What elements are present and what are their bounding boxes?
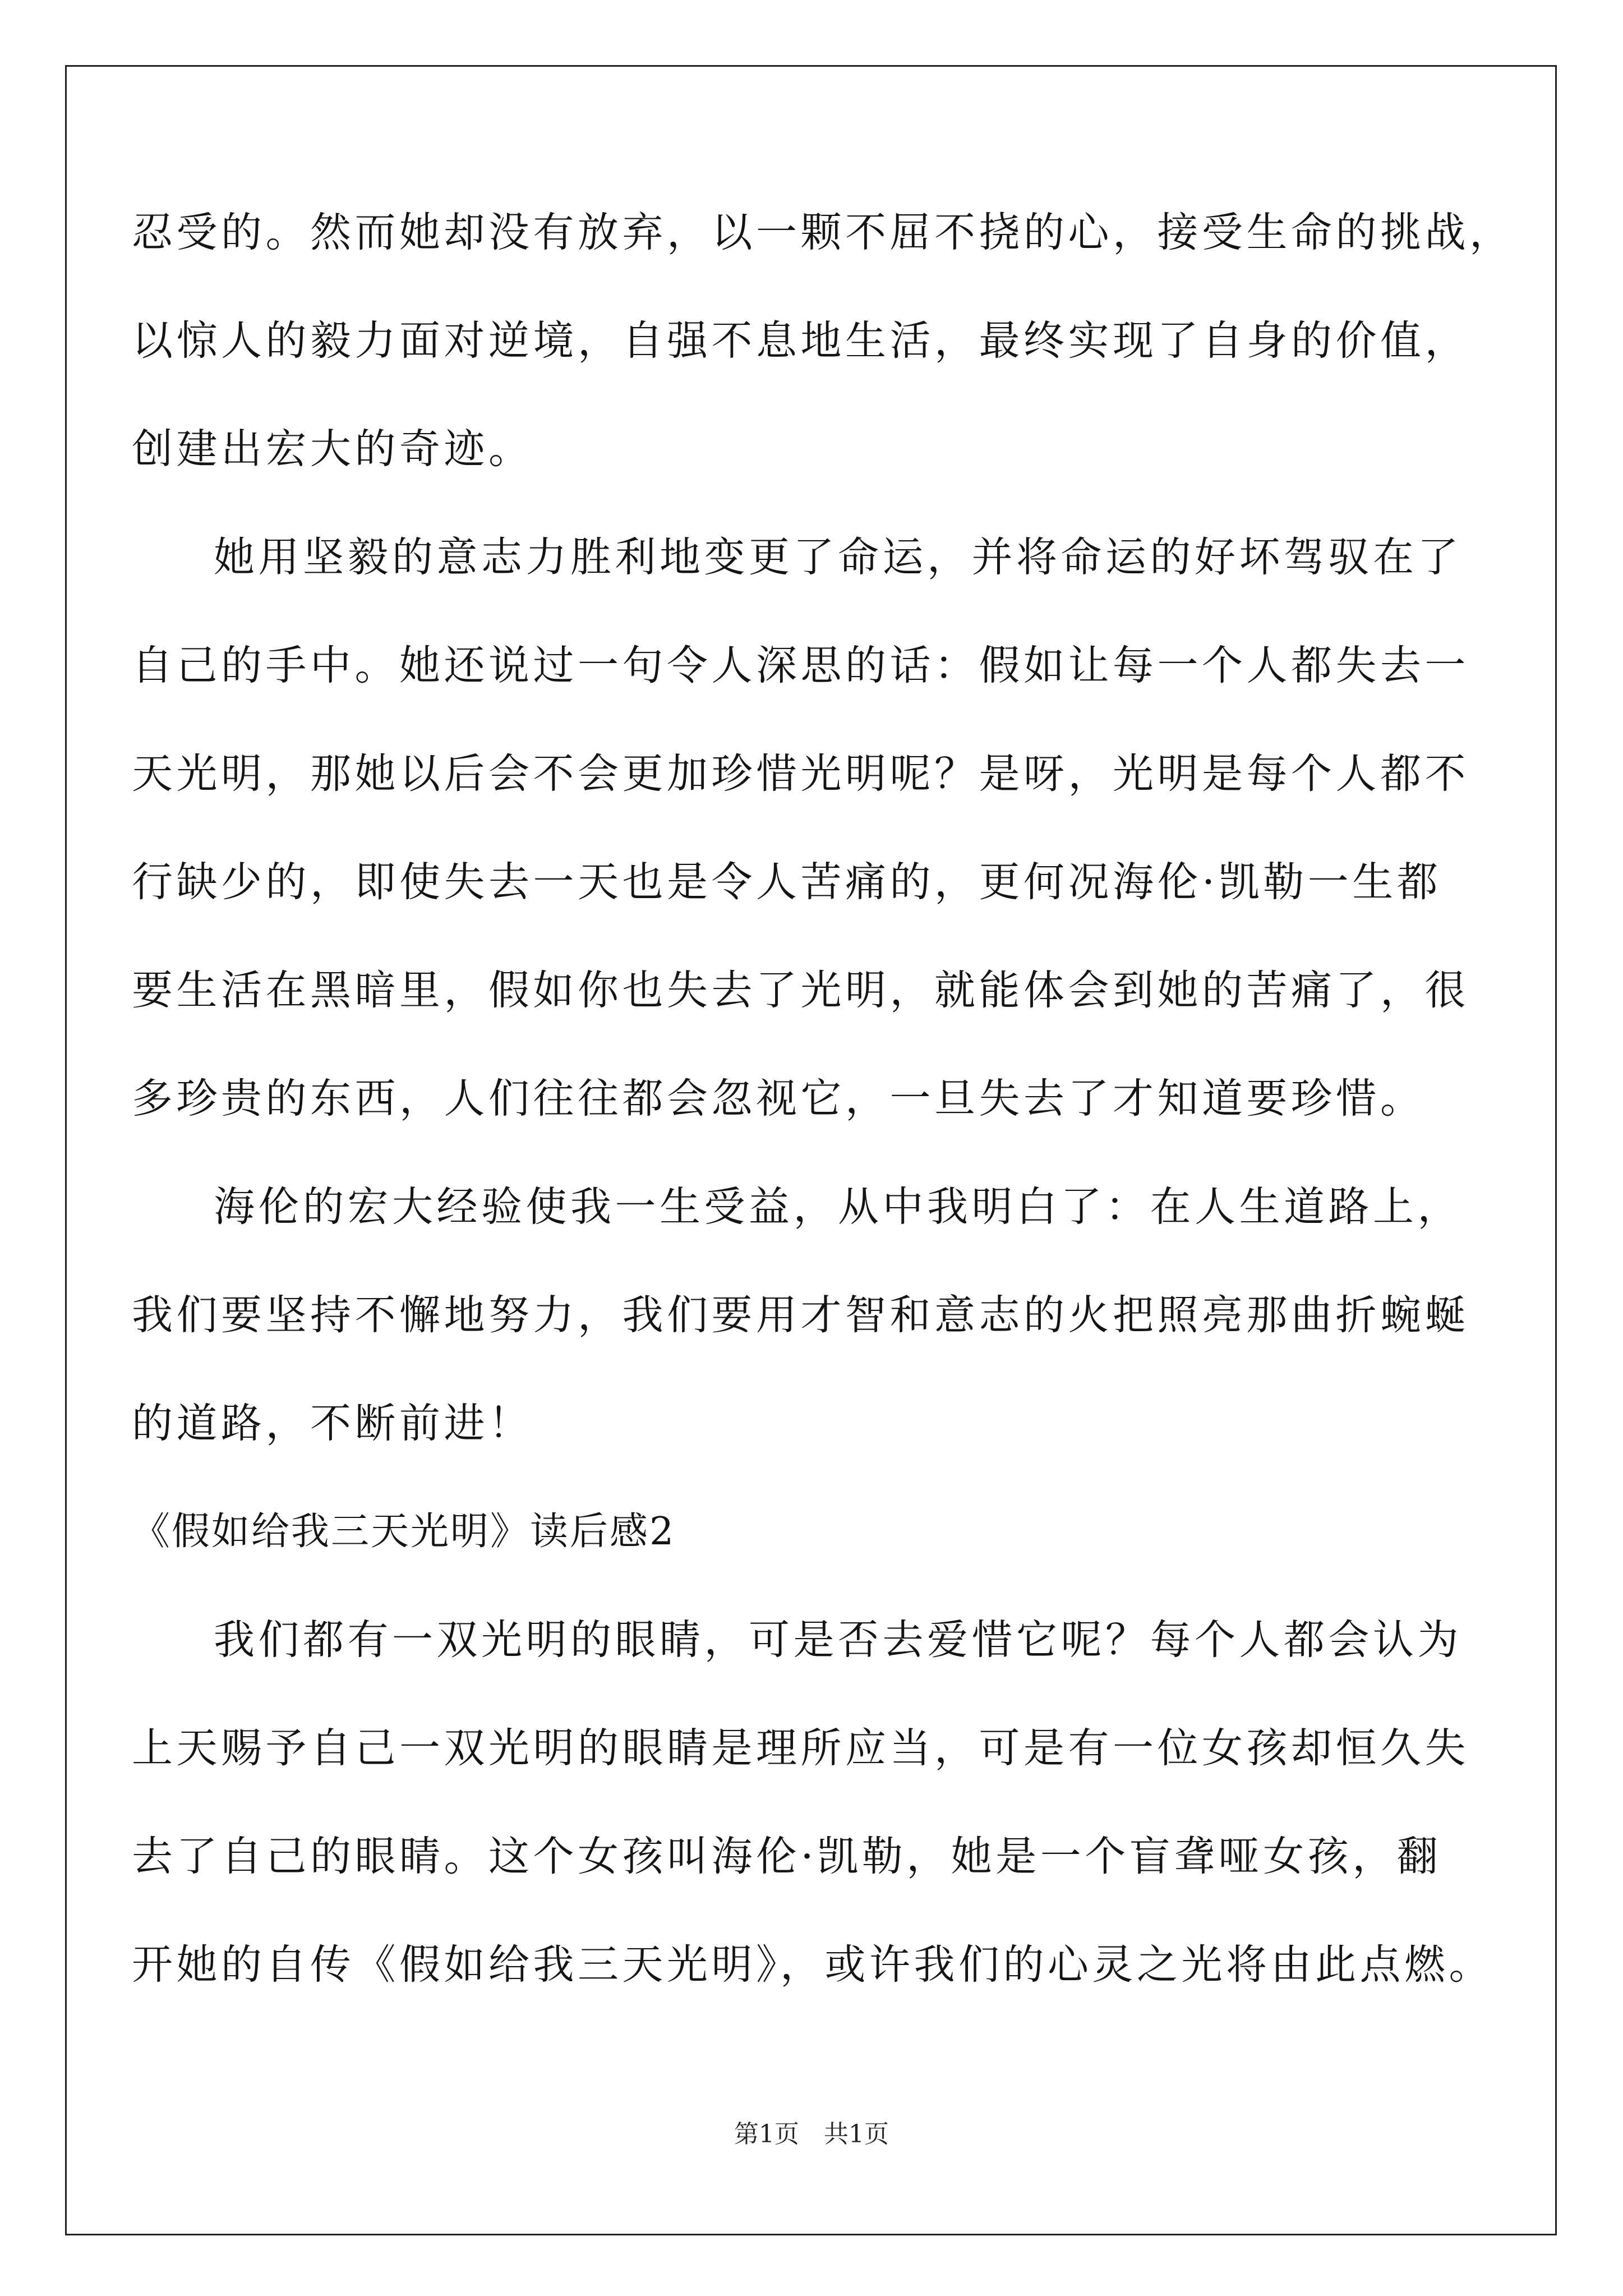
text-line: 忍受的。然而她却没有放弃，以一颗不屈不挠的心，接受生命的挑战， bbox=[132, 209, 1514, 256]
page-total: 共1页 bbox=[824, 2120, 889, 2148]
text-line: 要生活在黑暗里，假如你也失去了光明，就能体会到她的苦痛了，很 bbox=[132, 967, 1469, 1014]
page-footer bbox=[0, 2118, 1623, 2151]
text-line: 以惊人的毅力面对逆境，自强不息地生活，最终实现了自身的价值， bbox=[132, 317, 1469, 365]
text-line: 天光明，那她以后会不会更加珍惜光明呢？是呀，光明是每个人都不 bbox=[132, 750, 1469, 798]
text-line: 多珍贵的东西，人们往往都会忽视它，一旦失去了才知道要珍惜。 bbox=[132, 1075, 1425, 1122]
text-line: 自己的手中。她还说过一句令人深思的话：假如让每一个人都失去一 bbox=[132, 642, 1469, 689]
page-number: 第1页 bbox=[734, 2120, 799, 2148]
text-line: 上天赐予自己一双光明的眼睛是理所应当，可是有一位女孩却恒久失 bbox=[132, 1724, 1469, 1772]
paragraph-first-line: 我们都有一双光明的眼睛，可是否去爱惜它呢？每个人都会认为 bbox=[214, 1616, 1462, 1664]
text-line: 开她的自传《假如给我三天光明》，或许我们的心灵之光将由此点燃。 bbox=[132, 1941, 1493, 1989]
text-line: 行缺少的，即使失去一天也是令人苦痛的，更何况海伦·凯勒一生都 bbox=[132, 858, 1442, 906]
text-line: 我们要坚持不懈地努力，我们要用才智和意志的火把照亮那曲折蜿蜒 bbox=[132, 1291, 1469, 1339]
text-line: 创建出宏大的奇迹。 bbox=[132, 425, 533, 473]
text-line: 的道路，不断前进！ bbox=[132, 1400, 533, 1447]
paragraph-first-line: 她用坚毅的意志力胜利地变更了命运，并将命运的好坏驾驭在了 bbox=[214, 533, 1462, 581]
text-line: 去了自己的眼睛。这个女孩叫海伦·凯勒，她是一个盲聋哑女孩，翻 bbox=[132, 1833, 1442, 1880]
paragraph-first-line: 海伦的宏大经验使我一生受益，从中我明白了：在人生道路上， bbox=[214, 1183, 1462, 1231]
page-border bbox=[65, 65, 1557, 2235]
section-heading: 《假如给我三天光明》读后感2 bbox=[132, 1510, 676, 1554]
